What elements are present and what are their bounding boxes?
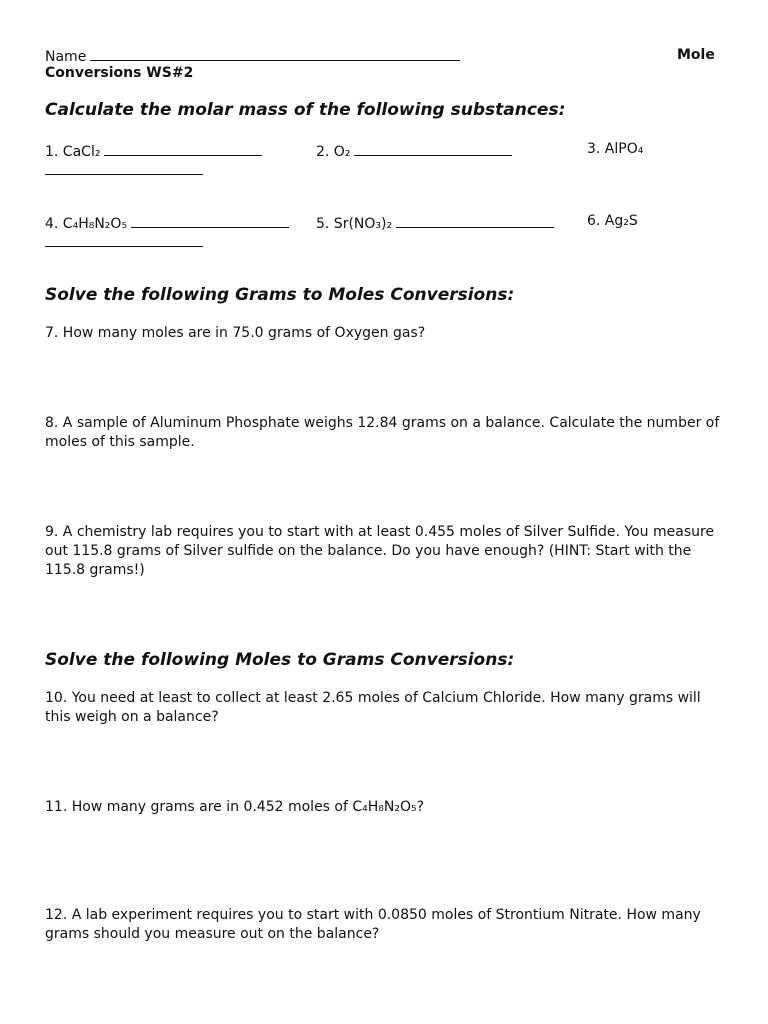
item-label: 2. O₂ xyxy=(316,144,351,160)
item-label: 3. AlPO₄ xyxy=(587,141,644,157)
question-8: 8. A sample of Aluminum Phosphate weighs 12.84 grams on a balance. Calculate the number of moles of this sample. xyxy=(45,415,720,450)
item-label: 6. Ag₂S xyxy=(587,213,638,229)
molar-mass-item-3 xyxy=(587,141,643,157)
molar-mass-item-2 xyxy=(316,141,512,160)
name-row xyxy=(45,46,460,65)
answer-blank-5[interactable] xyxy=(396,213,554,228)
question-10: 10. You need at least to collect at least 2.65 moles of Calcium Chloride. How many grams will this weigh on a balance? xyxy=(45,690,701,725)
item-label: 5. Sr(NO₃)₂ xyxy=(316,216,393,232)
molar-mass-item-5 xyxy=(316,213,554,232)
name-label: Name xyxy=(45,49,87,65)
name-field[interactable] xyxy=(90,46,460,61)
worksheet-title-left: Conversions WS#2 xyxy=(45,65,194,81)
answer-blank-3[interactable] xyxy=(45,174,203,175)
molar-mass-item-6 xyxy=(587,213,638,229)
section-heading-molar-mass: Calculate the molar mass of the following substances: xyxy=(45,100,566,120)
question-11: 11. How many grams are in 0.452 moles of C₄H₈N₂O₅? xyxy=(45,799,425,815)
worksheet-title-right: Mole xyxy=(677,47,715,63)
molar-mass-item-4 xyxy=(45,213,289,232)
section-heading-moles-to-grams: Solve the following Moles to Grams Conversions: xyxy=(45,650,515,670)
question-12: 12. A lab experiment requires you to start with 0.0850 moles of Strontium Nitrate. How many grams should you measure out on the balance? xyxy=(45,907,701,942)
answer-blank-4[interactable] xyxy=(131,213,289,228)
item-label: 4. C₄H₈N₂O₅ xyxy=(45,216,128,232)
molar-mass-item-1 xyxy=(45,141,262,160)
answer-blank-6[interactable] xyxy=(45,246,203,247)
item-label: 1. CaCl₂ xyxy=(45,144,101,160)
question-7: 7. How many moles are in 75.0 grams of Oxygen gas? xyxy=(45,325,426,341)
section-heading-grams-to-moles: Solve the following Grams to Moles Conversions: xyxy=(45,285,515,305)
answer-blank-2[interactable] xyxy=(354,141,512,156)
question-9: 9. A chemistry lab requires you to start with at least 0.455 moles of Silver Sulfide. You measure out 115.8 grams of Silver sulfide on the balance. Do you have enough? (HINT: Start with the 115.8 grams!) xyxy=(45,524,715,578)
answer-blank-1[interactable] xyxy=(104,141,262,156)
